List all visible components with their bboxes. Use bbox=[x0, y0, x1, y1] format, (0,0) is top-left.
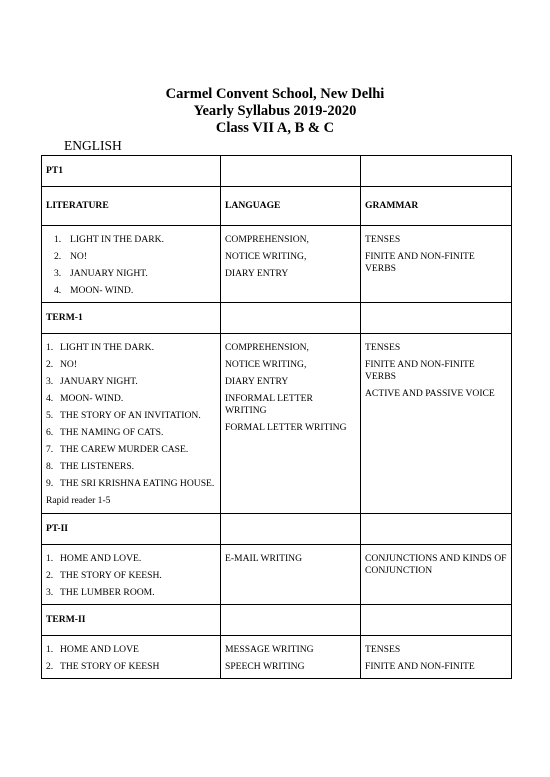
list-item bbox=[54, 251, 216, 263]
cell-line: FINITE AND NON-FINITE VERBS bbox=[365, 251, 475, 274]
item-number: 2. bbox=[54, 251, 62, 262]
list-item bbox=[54, 268, 216, 280]
cell-line: SPEECH WRITING bbox=[225, 661, 305, 672]
pt2-grammar-cell bbox=[361, 545, 512, 605]
list-item bbox=[46, 444, 216, 456]
term2-literature-list bbox=[46, 644, 216, 673]
syllabus-title: Yearly Syllabus 2019-2020 bbox=[193, 103, 357, 119]
pt2-language-cell bbox=[221, 545, 361, 605]
pt2-literature-cell bbox=[42, 545, 221, 605]
item-number: 1. bbox=[46, 342, 54, 353]
pt1-language-cell bbox=[221, 226, 361, 303]
list-item bbox=[46, 376, 216, 388]
cell-line: FINITE AND NON-FINITE VERBS bbox=[365, 359, 475, 382]
cell-line: MESSAGE WRITING bbox=[225, 644, 314, 655]
item-text: LIGHT IN THE DARK. bbox=[60, 342, 154, 353]
list-item bbox=[46, 359, 216, 371]
item-number: 6. bbox=[46, 427, 54, 438]
class-line: Class VII A, B & C bbox=[215, 120, 335, 136]
list-item bbox=[46, 478, 216, 490]
cell-line: CONJUNCTIONS AND KINDS OF CONJUNCTION bbox=[365, 553, 507, 576]
cell-line: NOTICE WRITING, bbox=[225, 359, 307, 370]
item-number: 7. bbox=[46, 444, 54, 455]
section-label: PT1 bbox=[42, 156, 221, 187]
list-item bbox=[46, 587, 216, 599]
section-row-pt1 bbox=[42, 156, 512, 187]
list-item bbox=[54, 285, 216, 297]
term2-content-row bbox=[42, 636, 512, 679]
section-row-term1 bbox=[42, 303, 512, 334]
cell-line: ACTIVE AND PASSIVE VOICE bbox=[365, 388, 495, 399]
item-number: 1. bbox=[46, 644, 54, 655]
term1-grammar-cell bbox=[361, 334, 512, 514]
list-item bbox=[46, 570, 216, 582]
item-number: 4. bbox=[46, 393, 54, 404]
cell-line: COMPREHENSION, bbox=[225, 342, 309, 353]
item-text: MOON- WIND. bbox=[70, 285, 134, 296]
cell-line: E-MAIL WRITING bbox=[225, 553, 302, 564]
list-item bbox=[54, 234, 216, 246]
term2-grammar-cell bbox=[361, 636, 512, 679]
pt2-content-row bbox=[42, 545, 512, 605]
item-text: MOON- WIND. bbox=[60, 393, 124, 404]
item-text: JANUARY NIGHT. bbox=[70, 268, 148, 279]
pt1-literature-cell bbox=[42, 226, 221, 303]
list-item bbox=[46, 661, 216, 673]
column-header-grammar: GRAMMAR bbox=[361, 187, 512, 226]
section-label: TERM-II bbox=[42, 605, 221, 636]
pt2-literature-list bbox=[46, 553, 216, 599]
item-text: THE STORY OF KEESH bbox=[60, 661, 160, 672]
term2-literature-cell bbox=[42, 636, 221, 679]
item-number: 2. bbox=[46, 359, 54, 370]
item-text: THE LUMBER ROOM. bbox=[60, 587, 155, 598]
item-text: HOME AND LOVE bbox=[60, 644, 139, 655]
section-row-term2 bbox=[42, 605, 512, 636]
term1-literature-list bbox=[46, 342, 216, 490]
cell-line: NOTICE WRITING, bbox=[225, 251, 307, 262]
list-item bbox=[46, 644, 216, 656]
item-number: 2. bbox=[46, 570, 54, 581]
term1-literature-cell bbox=[42, 334, 221, 514]
subject-heading: ENGLISH bbox=[64, 138, 122, 153]
item-text: JANUARY NIGHT. bbox=[60, 376, 138, 387]
item-text: THE NAMING OF CATS. bbox=[60, 427, 164, 438]
item-text: NO! bbox=[60, 359, 78, 370]
item-text: NO! bbox=[70, 251, 88, 262]
cell-line: FINITE AND NON-FINITE bbox=[365, 661, 475, 672]
term1-language-cell bbox=[221, 334, 361, 514]
section-label: PT-II bbox=[42, 514, 221, 545]
item-number: 1. bbox=[54, 234, 62, 245]
list-item bbox=[46, 393, 216, 405]
item-text: THE SRI KRISHNA EATING HOUSE. bbox=[60, 478, 215, 489]
cell-line: TENSES bbox=[365, 644, 401, 655]
list-item bbox=[46, 553, 216, 565]
cell-line: DIARY ENTRY bbox=[225, 376, 289, 387]
item-text: THE LISTENERS. bbox=[60, 461, 135, 472]
item-number: 1. bbox=[46, 553, 54, 564]
column-header-literature: LITERATURE bbox=[42, 187, 221, 226]
pt1-grammar-cell bbox=[361, 226, 512, 303]
item-number: 3. bbox=[46, 587, 54, 598]
cell-line: INFORMAL LETTER WRITING bbox=[225, 393, 313, 416]
item-number: 9. bbox=[46, 478, 54, 489]
item-number: 4. bbox=[54, 285, 62, 296]
item-text: THE STORY OF AN INVITATION. bbox=[60, 410, 201, 421]
section-label: TERM-1 bbox=[42, 303, 221, 334]
item-text: HOME AND LOVE. bbox=[60, 553, 142, 564]
cell-line: COMPREHENSION, bbox=[225, 234, 309, 245]
item-number: 3. bbox=[46, 376, 54, 387]
cell-line: DIARY ENTRY bbox=[225, 268, 289, 279]
list-item bbox=[46, 461, 216, 473]
item-number: 5. bbox=[46, 410, 54, 421]
list-item bbox=[46, 427, 216, 439]
document-header bbox=[0, 86, 550, 137]
list-item bbox=[46, 410, 216, 422]
item-text: THE CAREW MURDER CASE. bbox=[60, 444, 189, 455]
cell-line: TENSES bbox=[365, 234, 401, 245]
rapid-reader-note: Rapid reader 1-5 bbox=[46, 495, 111, 506]
pt1-literature-list bbox=[46, 234, 216, 297]
column-header-language: LANGUAGE bbox=[221, 187, 361, 226]
item-number: 8. bbox=[46, 461, 54, 472]
list-item bbox=[46, 342, 216, 354]
item-number: 2. bbox=[46, 661, 54, 672]
item-text: LIGHT IN THE DARK. bbox=[70, 234, 164, 245]
item-text: THE STORY OF KEESH. bbox=[60, 570, 162, 581]
cell-line: TENSES bbox=[365, 342, 401, 353]
syllabus-table bbox=[41, 155, 512, 679]
section-row-pt2 bbox=[42, 514, 512, 545]
term2-language-cell bbox=[221, 636, 361, 679]
item-number: 3. bbox=[54, 268, 62, 279]
pt1-content-row bbox=[42, 226, 512, 303]
cell-line: FORMAL LETTER WRITING bbox=[225, 422, 347, 433]
term1-content-row bbox=[42, 334, 512, 514]
school-name: Carmel Convent School, New Delhi bbox=[165, 86, 385, 102]
column-header-row bbox=[42, 187, 512, 226]
